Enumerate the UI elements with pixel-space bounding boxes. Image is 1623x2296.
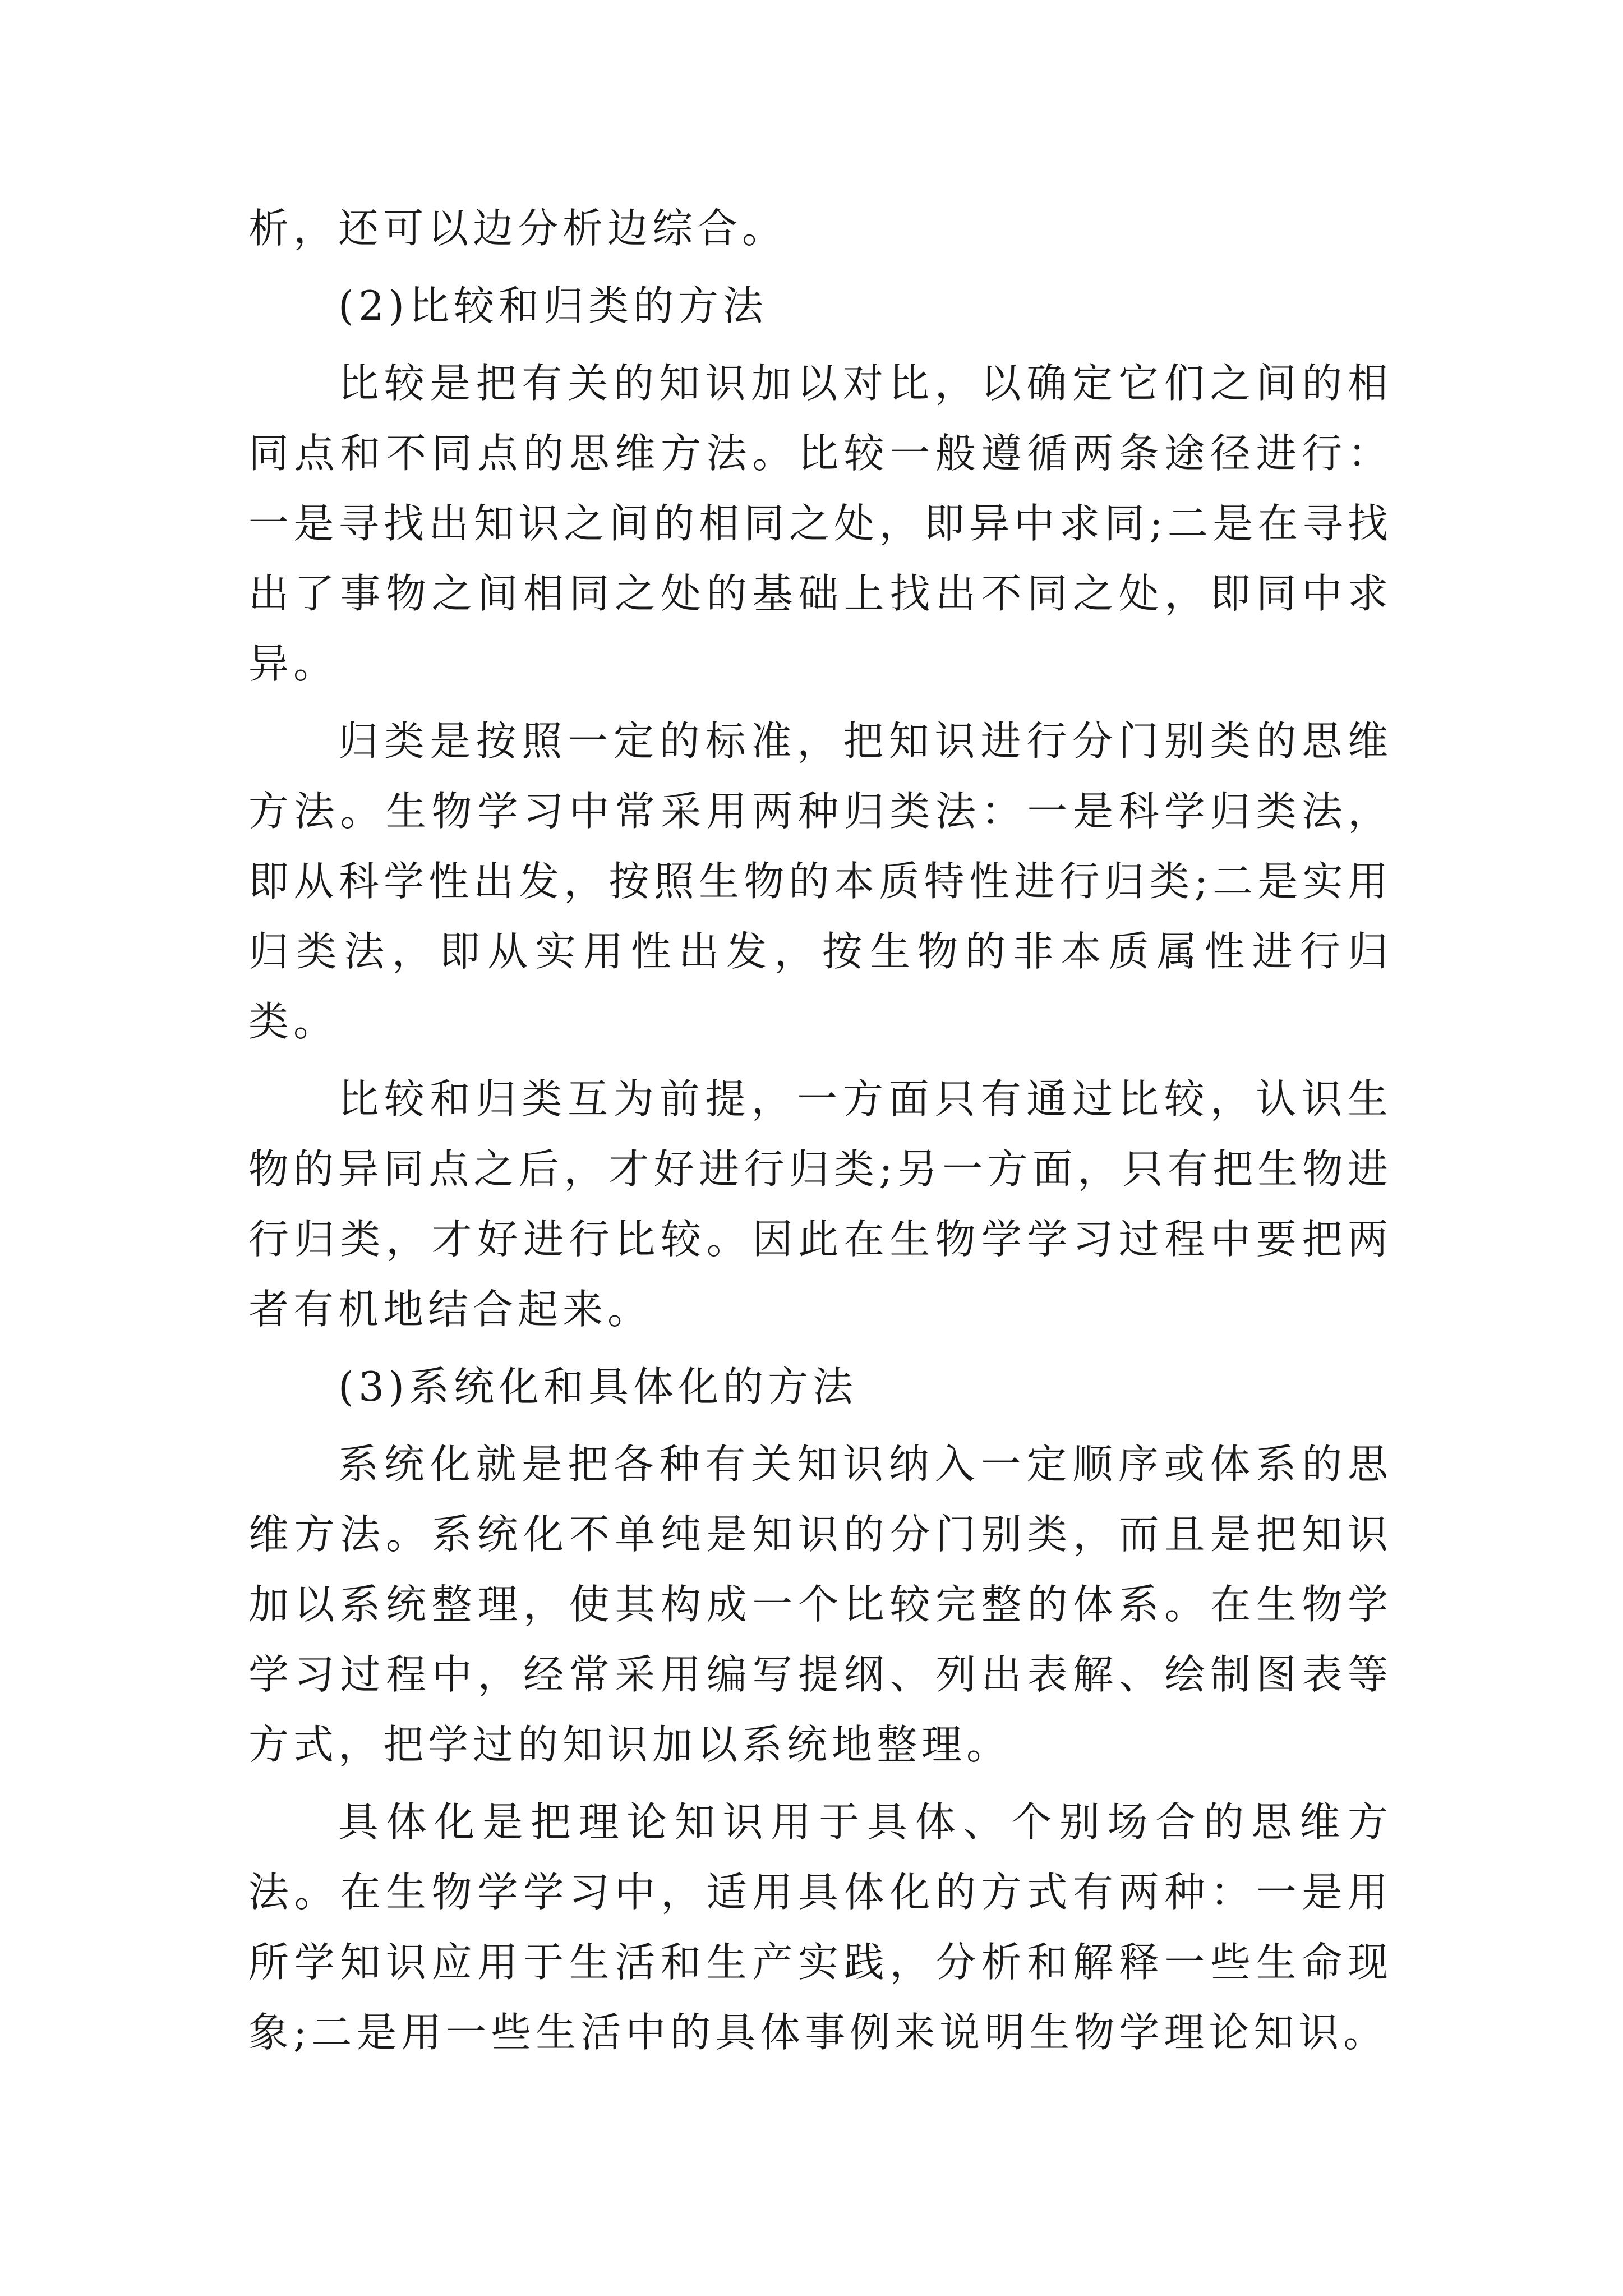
- document-body: [248, 194, 1393, 2075]
- paragraph-comparison: 比较是把有关的知识加以对比，以确定它们之间的相同点和不同点的思维方法。比较一般遵循两条途径进行：一是寻找出知识之间的相同之处，即异中求同;二是在寻找出了事物之间相同之处的基础上找出不同之处，即同中求异。: [248, 360, 1393, 687]
- paragraph-systematization: 系统化就是把各种有关知识纳入一定顺序或体系的思维方法。系统化不单纯是知识的分门别类，而且是把知识加以系统整理，使其构成一个比较完整的体系。在生物学学习过程中，经常采用编写提纲、列出表解、绘制图表等方式，把学过的知识加以系统地整理。: [248, 1441, 1393, 1768]
- section-heading-systematization: (3)系统化和具体化的方法: [338, 1363, 857, 1410]
- section-heading-comparison: (2)比较和归类的方法: [338, 282, 768, 329]
- paragraph-continuation: 析，还可以边分析边综合。: [248, 205, 787, 252]
- paragraph-concretization: 具体化是把理论知识用于具体、个别场合的思维方法。在生物学学习中，适用具体化的方式有两种：一是用所学知识应用于生活和生产实践，分析和解释一些生命现象;二是用一些生活中的具体事例来说明生物学理论知识。: [248, 1798, 1393, 2056]
- paragraph-classification: 归类是按照一定的标准，把知识进行分门别类的思维方法。生物学习中常采用两种归类法：一是科学归类法，即从科学性出发，按照生物的本质特性进行归类;二是实用归类法，即从实用性出发，按生物的非本质属性进行归类。: [248, 717, 1393, 1045]
- paragraph-comparison-classification: 比较和归类互为前提，一方面只有通过比较，认识生物的异同点之后，才好进行归类;另一方面，只有把生物进行归类，才好进行比较。因此在生物学学习过程中要把两者有机地结合起来。: [248, 1075, 1393, 1333]
